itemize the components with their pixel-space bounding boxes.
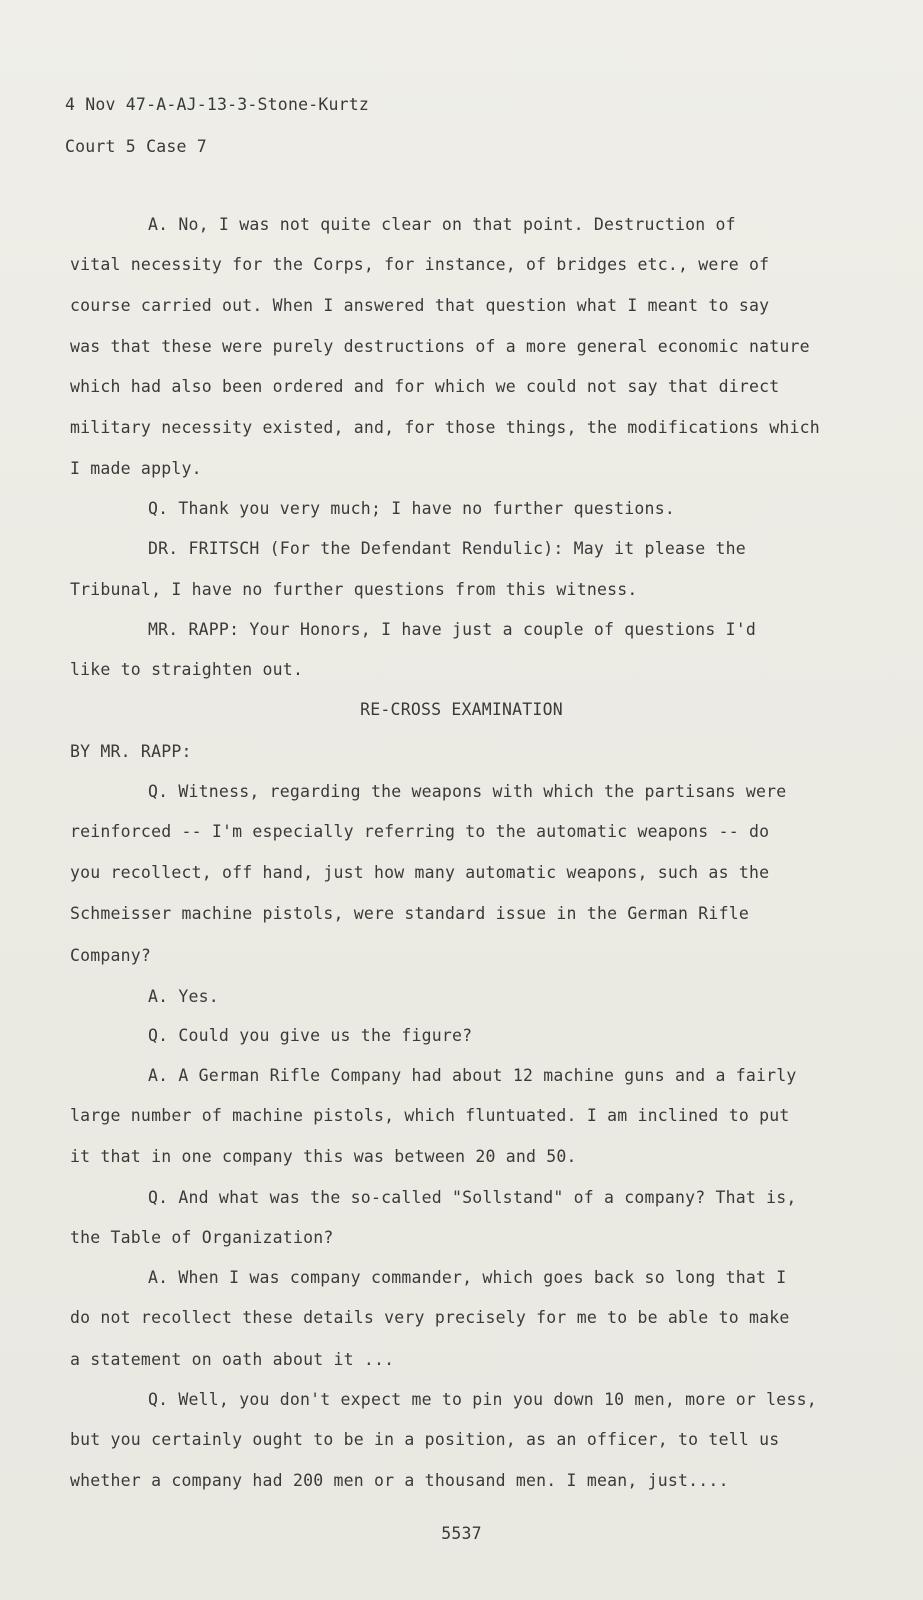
question-line: Company? [70, 946, 152, 965]
answer-line: A. Yes. [148, 987, 219, 1006]
counsel-statement-line: DR. FRITSCH (For the Defendant Rendulic): May it please the [148, 539, 746, 558]
examiner-line: BY MR. RAPP: [70, 742, 192, 761]
answer-line: A. A German Rifle Company had about 12 machine guns and a fairly [148, 1066, 797, 1085]
counsel-statement-line: like to straighten out. [70, 660, 304, 679]
counsel-statement-line: MR. RAPP: Your Honors, I have just a couple of questions I'd [148, 620, 757, 639]
question-line: Schmeisser machine pistols, were standard issue in the German Rifle [70, 904, 749, 923]
answer-line: military necessity existed, and, for those things, the modifications which [70, 418, 820, 437]
answer-line: which had also been ordered and for which we could not say that direct [70, 377, 780, 396]
answer-line: it that in one company this was between 20 and 50. [70, 1147, 577, 1166]
question-line: the Table of Organization? [70, 1228, 334, 1247]
question-line: Q. Witness, regarding the weapons with which the partisans were [148, 782, 787, 801]
answer-line: large number of machine pistols, which fluntuated. I am inclined to put [70, 1106, 790, 1125]
question-line: reinforced -- I'm especially referring to the automatic weapons -- do [70, 822, 770, 841]
answer-line: do not recollect these details very precisely for me to be able to make [70, 1308, 790, 1327]
question-line: Q. Could you give us the figure? [148, 1026, 473, 1045]
question-line: whether a company had 200 men or a thousand men. I mean, just.... [70, 1471, 729, 1490]
answer-line: was that these were purely destructions of a more general economic nature [70, 337, 810, 356]
court-case: Court 5 Case 7 [65, 137, 207, 156]
counsel-statement-line: Tribunal, I have no further questions from this witness. [70, 580, 638, 599]
answer-line: I made apply. [70, 459, 202, 478]
question-line: Q. And what was the so-called "Sollstand" of a company? That is, [148, 1188, 797, 1207]
page-number: 5537 [441, 1524, 482, 1543]
question-line: but you certainly ought to be in a position, as an officer, to tell us [70, 1430, 780, 1449]
answer-line: A. No, I was not quite clear on that point. Destruction of [148, 215, 736, 234]
answer-line: vital necessity for the Corps, for instance, of bridges etc., were of [70, 255, 770, 274]
section-heading: RE-CROSS EXAMINATION [360, 700, 563, 719]
answer-line: a statement on oath about it ... [70, 1350, 395, 1369]
answer-line: A. When I was company commander, which goes back so long that I [148, 1268, 787, 1287]
question-line: Q. Thank you very much; I have no further questions. [148, 499, 675, 518]
question-line: you recollect, off hand, just how many automatic weapons, such as the [70, 863, 770, 882]
question-line: Q. Well, you don't expect me to pin you down 10 men, more or less, [148, 1390, 817, 1409]
file-reference: 4 Nov 47-A-AJ-13-3-Stone-Kurtz [65, 95, 370, 114]
answer-line: course carried out. When I answered that question what I meant to say [70, 296, 770, 315]
